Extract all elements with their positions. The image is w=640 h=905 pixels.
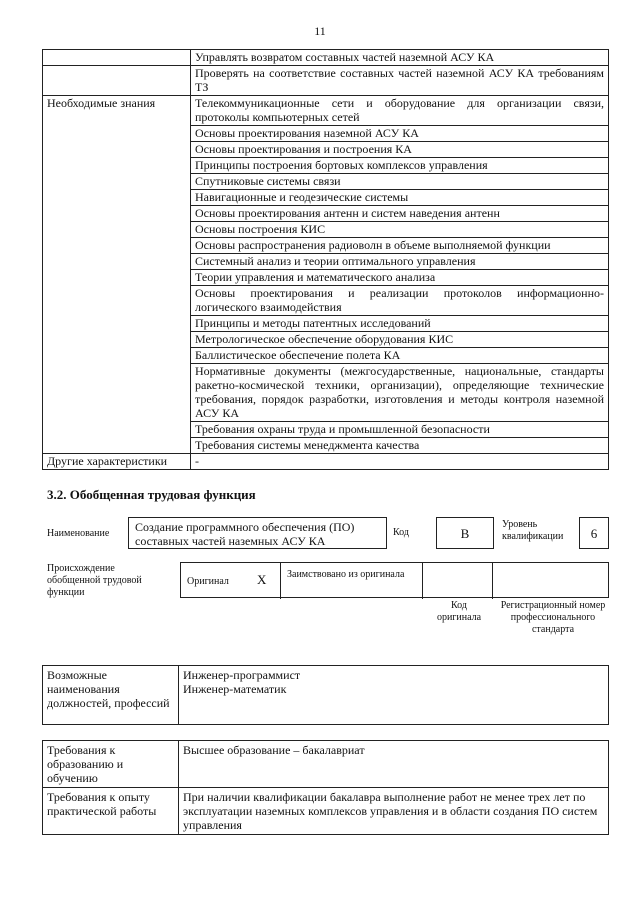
borrowed-cell (281, 563, 423, 599)
section-title: 3.2. Обобщенная трудовая функция (47, 487, 256, 502)
knowledge-item: Теории управления и математического анализа (191, 270, 609, 286)
knowledge-item: Требования охраны труда и промышленной безопасности (191, 422, 609, 438)
skills-table (42, 49, 609, 470)
original-label: Оригинал (187, 576, 229, 587)
level-value: 6 (579, 517, 609, 549)
positions-label: Возможные наименования должностей, профессий (43, 666, 179, 725)
level-label: Уровень квалификации (502, 519, 564, 542)
original-mark: X (257, 572, 267, 587)
table-row (43, 50, 609, 66)
knowledge-item: Принципы и методы патентных исследований (191, 316, 609, 332)
reg-number-label: Регистрационный номер профессионального стандарта (500, 600, 606, 635)
function-name-value: Создание программного обеспечения (ПО) составных частей наземных АСУ КА (128, 517, 387, 549)
table-row (43, 666, 609, 725)
orig-code-label: Код оригинала (436, 600, 482, 623)
education-value: Высшее образование – бакалавриат (179, 741, 609, 788)
knowledge-item: Основы построения КИС (191, 222, 609, 238)
page-number: 11 (314, 24, 326, 38)
original-cell (181, 563, 281, 599)
requirements-table (42, 740, 609, 835)
other-characteristics-value: - (191, 454, 609, 470)
skill-item: Проверять на соответствие составных частей наземной АСУ КА требованиям ТЗ (191, 66, 609, 96)
knowledge-item: Основы проектирования и реализации протоколов информационно-логического взаимодействия (191, 286, 609, 316)
knowledge-item: Системный анализ и теории оптимального управления (191, 254, 609, 270)
knowledge-item: Основы проектирования наземной АСУ КА (191, 126, 609, 142)
experience-label: Требования к опыту практической работы (43, 788, 179, 835)
code-value: B (436, 517, 494, 549)
origin-label: Происхождение обобщенной трудовой функции (47, 563, 142, 598)
skill-item: Управлять возвратом составных частей наземной АСУ КА (191, 50, 609, 66)
knowledge-item: Нормативные документы (межгосударственные, национальные, стандарты ракетно-космической техники, организации), определяющие технические требования, порядок разработки, изготовления и методы контроля наземной АСУ КА (191, 364, 609, 422)
borrowed-label: Заимствовано из оригинала (287, 569, 405, 580)
name-label: Наименование (47, 528, 110, 539)
knowledge-item: Основы распространения радиоволн в объеме выполняемой функции (191, 238, 609, 254)
origin-row (180, 562, 609, 598)
positions-table (42, 665, 609, 725)
empty-label-cell (43, 50, 191, 66)
code-label: Код (393, 527, 409, 538)
table-row (43, 96, 609, 126)
knowledge-item: Основы проектирования и построения КА (191, 142, 609, 158)
table-row (43, 741, 609, 788)
table-row (43, 454, 609, 470)
experience-value: При наличии квалификации бакалавра выполнение работ не менее трех лет по эксплуатации наземных комплексов управления и в области создания ПО систем управления (179, 788, 609, 835)
other-characteristics-label: Другие характеристики (43, 454, 191, 470)
empty-label-cell (43, 66, 191, 96)
reg-number-cell (493, 563, 610, 599)
education-label: Требования к образованию и обучению (43, 741, 179, 788)
position-item: Инженер-программист (183, 668, 301, 682)
knowledge-label: Необходимые знания (43, 96, 191, 454)
knowledge-item: Спутниковые системы связи (191, 174, 609, 190)
knowledge-item: Принципы построения бортовых комплексов управления (191, 158, 609, 174)
position-item: Инженер-математик (183, 682, 287, 696)
orig-code-cell (423, 563, 493, 599)
knowledge-item: Основы проектирования антенн и систем наведения антенн (191, 206, 609, 222)
table-row (43, 66, 609, 96)
positions-values (179, 666, 609, 725)
knowledge-item: Навигационные и геодезические системы (191, 190, 609, 206)
knowledge-item: Баллистическое обеспечение полета КА (191, 348, 609, 364)
table-row (43, 788, 609, 835)
knowledge-item: Метрологическое обеспечение оборудования КИС (191, 332, 609, 348)
knowledge-item: Телекоммуникационные сети и оборудование для организации связи, протоколы компьютерных сетей (191, 96, 609, 126)
knowledge-item: Требования системы менеджмента качества (191, 438, 609, 454)
